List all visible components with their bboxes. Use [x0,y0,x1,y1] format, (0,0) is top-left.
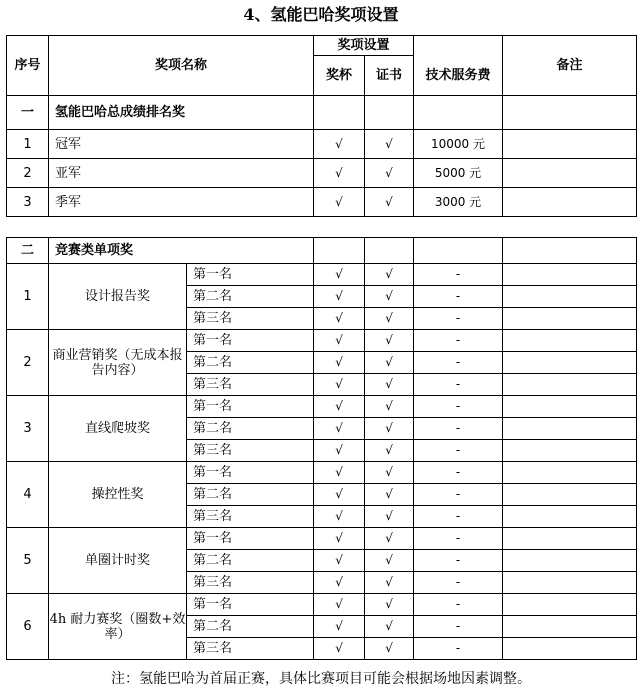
cup-check: √ [314,264,365,286]
row-fee: - [414,484,503,506]
row-fee: - [414,308,503,330]
cup-check: √ [314,352,365,374]
single-award-table [6,237,637,660]
cert-check: √ [365,188,414,217]
row-fee: - [414,528,503,550]
table-row [7,396,637,418]
cup-check: √ [314,159,365,188]
cup-check: √ [314,638,365,660]
group-name: 4h 耐力赛奖（圈数+效率） [49,594,187,660]
row-name: 冠军 [49,130,314,159]
table-row [7,462,637,484]
row-remark [503,130,637,159]
row-remark [503,550,637,572]
row-remark [503,594,637,616]
header-fee: 技术服务费 [414,56,503,96]
cert-check: √ [365,440,414,462]
rank-label: 第二名 [187,484,314,506]
footnote: 注：氢能巴哈为首届正赛，具体比赛项目可能会根据场地因素调整。 [111,671,531,687]
group-seq: 5 [7,528,49,594]
row-remark [503,440,637,462]
row-remark [503,159,637,188]
row-fee: - [414,506,503,528]
group-name: 设计报告奖 [49,264,187,330]
cup-check: √ [314,616,365,638]
cert-check: √ [365,374,414,396]
table-row [7,188,637,217]
rank-label: 第一名 [187,594,314,616]
header-row [7,36,637,56]
rank-label: 第一名 [187,264,314,286]
rank-label: 第三名 [187,506,314,528]
section-seq: 二 [7,238,49,264]
rank-label: 第三名 [187,308,314,330]
cert-check: √ [365,264,414,286]
cert-check: √ [365,462,414,484]
row-fee: - [414,330,503,352]
row-fee: - [414,550,503,572]
cup-check: √ [314,330,365,352]
cup-check: √ [314,374,365,396]
group-seq: 3 [7,396,49,462]
table-row [7,264,637,286]
header-remark: 备注 [503,36,637,96]
group-name: 商业营销奖（无成本报告内容） [49,330,187,396]
row-fee: - [414,264,503,286]
rank-label: 第二名 [187,616,314,638]
rank-label: 第二名 [187,418,314,440]
row-remark [503,462,637,484]
cert-check: √ [365,484,414,506]
row-fee: - [414,418,503,440]
page-title: 4、氢能巴哈奖项设置 [243,5,399,24]
row-fee: - [414,352,503,374]
table-row [7,330,637,352]
header-cup: 奖杯 [314,56,365,96]
row-fee: - [414,638,503,660]
cert-check: √ [365,506,414,528]
row-seq: 3 [7,188,49,217]
cup-check: √ [314,550,365,572]
rank-label: 第三名 [187,638,314,660]
cup-check: √ [314,484,365,506]
row-remark [503,352,637,374]
row-fee: - [414,572,503,594]
rank-label: 第一名 [187,396,314,418]
header-setting: 奖项设置 [314,36,414,56]
rank-label: 第三名 [187,572,314,594]
row-remark [503,264,637,286]
group-name: 单圈计时奖 [49,528,187,594]
rank-label: 第二名 [187,286,314,308]
cup-check: √ [314,308,365,330]
cert-check: √ [365,286,414,308]
cert-check: √ [365,594,414,616]
row-fee: - [414,462,503,484]
row-fee: 5000 元 [414,159,503,188]
table-row [7,594,637,616]
rank-label: 第三名 [187,440,314,462]
cup-check: √ [314,462,365,484]
cert-check: √ [365,352,414,374]
rank-label: 第一名 [187,462,314,484]
group-name: 操控性奖 [49,462,187,528]
header-seq: 序号 [7,36,49,96]
rank-label: 第二名 [187,352,314,374]
row-remark [503,528,637,550]
section-seq: 一 [7,96,49,130]
row-remark [503,616,637,638]
table-row [7,130,637,159]
cup-check: √ [314,528,365,550]
cert-check: √ [365,418,414,440]
cup-check: √ [314,418,365,440]
row-fee: - [414,594,503,616]
row-name: 亚军 [49,159,314,188]
row-name: 季军 [49,188,314,217]
cert-check: √ [365,572,414,594]
header-name: 奖项名称 [49,36,314,96]
cert-check: √ [365,396,414,418]
row-fee: - [414,396,503,418]
row-seq: 1 [7,130,49,159]
header-fee-top [414,36,503,56]
rank-label: 第三名 [187,374,314,396]
cup-check: √ [314,286,365,308]
cup-check: √ [314,594,365,616]
row-remark [503,484,637,506]
award-groups [7,264,637,660]
cert-check: √ [365,159,414,188]
cup-check: √ [314,130,365,159]
group-seq: 1 [7,264,49,330]
cert-check: √ [365,330,414,352]
cert-check: √ [365,130,414,159]
table-row [7,528,637,550]
row-remark [503,638,637,660]
row-seq: 2 [7,159,49,188]
cert-check: √ [365,528,414,550]
row-remark [503,572,637,594]
table-row [7,159,637,188]
rank-label: 第一名 [187,330,314,352]
group-seq: 2 [7,330,49,396]
row-remark [503,506,637,528]
row-remark [503,286,637,308]
row-fee: 3000 元 [414,188,503,217]
row-remark [503,396,637,418]
header-cert: 证书 [365,56,414,96]
cup-check: √ [314,440,365,462]
row-fee: - [414,286,503,308]
rank-label: 第二名 [187,550,314,572]
cup-check: √ [314,506,365,528]
row-fee: - [414,616,503,638]
cup-check: √ [314,396,365,418]
row-remark [503,330,637,352]
group-seq: 6 [7,594,49,660]
cert-check: √ [365,638,414,660]
row-remark [503,418,637,440]
section-row [7,96,637,130]
row-remark [503,188,637,217]
group-seq: 4 [7,462,49,528]
overall-award-table [6,35,637,217]
cert-check: √ [365,308,414,330]
row-fee: - [414,440,503,462]
section-row [7,238,637,264]
row-remark [503,374,637,396]
section-title: 氢能巴哈总成绩排名奖 [49,96,314,130]
row-fee: - [414,374,503,396]
cup-check: √ [314,188,365,217]
cert-check: √ [365,616,414,638]
row-remark [503,308,637,330]
row-fee: 10000 元 [414,130,503,159]
cup-check: √ [314,572,365,594]
cert-check: √ [365,550,414,572]
section-title: 竞赛类单项奖 [49,238,314,264]
group-name: 直线爬坡奖 [49,396,187,462]
rank-label: 第一名 [187,528,314,550]
